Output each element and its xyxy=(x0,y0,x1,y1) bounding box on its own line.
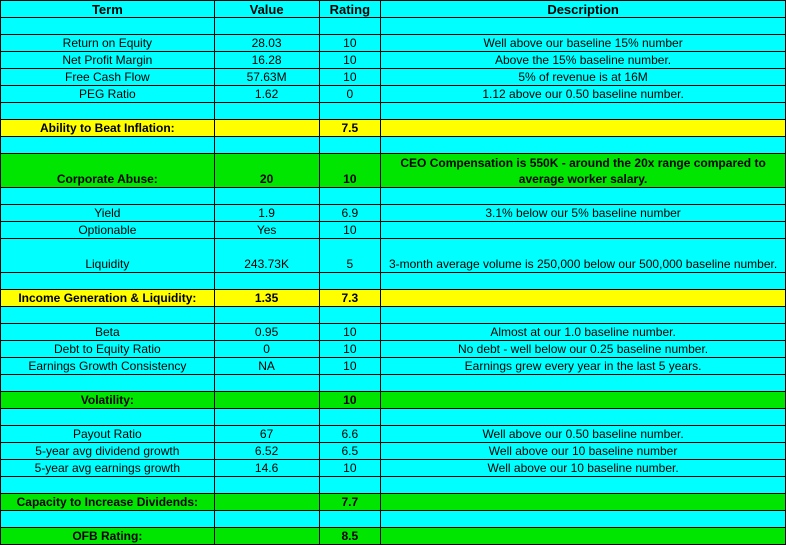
description-cell[interactable] xyxy=(381,137,786,154)
table-row xyxy=(1,460,786,477)
description-cell[interactable]: CEO Compensation is 550K - around the 20x range compared to average worker salary. xyxy=(381,154,786,188)
rating-cell[interactable] xyxy=(319,409,381,426)
value-cell[interactable]: 57.63M xyxy=(214,69,319,86)
header-row xyxy=(1,1,786,18)
term-cell[interactable]: 5-year avg earnings growth xyxy=(1,460,215,477)
term-cell[interactable]: Corporate Abuse: xyxy=(1,154,215,188)
table-row xyxy=(1,52,786,69)
description-cell[interactable] xyxy=(381,511,786,528)
rating-cell[interactable] xyxy=(319,273,381,290)
value-cell[interactable]: 1.9 xyxy=(214,205,319,222)
table-row xyxy=(1,426,786,443)
term-cell[interactable] xyxy=(1,18,215,35)
term-cell[interactable]: Volatility: xyxy=(1,392,215,409)
value-cell[interactable]: 14.6 xyxy=(214,460,319,477)
value-cell[interactable] xyxy=(214,103,319,120)
description-cell[interactable] xyxy=(381,18,786,35)
rating-cell[interactable]: 7.7 xyxy=(319,494,381,511)
summary-row xyxy=(1,290,786,307)
table-row xyxy=(1,205,786,222)
term-cell[interactable] xyxy=(1,103,215,120)
description-cell[interactable]: Well above our baseline 15% number xyxy=(381,35,786,52)
table-row xyxy=(1,375,786,392)
rating-cell[interactable]: 5 xyxy=(319,239,381,273)
description-cell[interactable]: 5% of revenue is at 16M xyxy=(381,69,786,86)
term-cell[interactable]: PEG Ratio xyxy=(1,86,215,103)
term-cell[interactable] xyxy=(1,511,215,528)
value-cell[interactable] xyxy=(214,392,319,409)
term-cell[interactable]: Free Cash Flow xyxy=(1,69,215,86)
value-cell[interactable]: Yes xyxy=(214,222,319,239)
value-cell[interactable] xyxy=(214,273,319,290)
table-row xyxy=(1,443,786,460)
header-term[interactable]: Term xyxy=(1,1,215,18)
term-cell[interactable]: Payout Ratio xyxy=(1,426,215,443)
rating-cell[interactable]: 10 xyxy=(319,392,381,409)
rating-cell[interactable]: 6.9 xyxy=(319,205,381,222)
value-cell[interactable] xyxy=(214,375,319,392)
description-cell[interactable] xyxy=(381,477,786,494)
term-cell[interactable]: Liquidity xyxy=(1,239,215,273)
table-row xyxy=(1,477,786,494)
value-cell[interactable]: 67 xyxy=(214,426,319,443)
description-cell[interactable] xyxy=(381,222,786,239)
term-cell[interactable] xyxy=(1,409,215,426)
value-cell[interactable]: 0.95 xyxy=(214,324,319,341)
rating-cell[interactable] xyxy=(319,188,381,205)
value-cell[interactable] xyxy=(214,188,319,205)
rating-cell[interactable] xyxy=(319,477,381,494)
description-cell[interactable]: Well above our 10 baseline number. xyxy=(381,460,786,477)
rating-cell[interactable] xyxy=(319,18,381,35)
value-cell[interactable] xyxy=(214,307,319,324)
summary-row xyxy=(1,120,786,137)
rating-cell[interactable]: 0 xyxy=(319,86,381,103)
term-cell[interactable]: Debt to Equity Ratio xyxy=(1,341,215,358)
table-row xyxy=(1,511,786,528)
table-row xyxy=(1,307,786,324)
rating-cell[interactable] xyxy=(319,511,381,528)
value-cell[interactable]: 6.52 xyxy=(214,443,319,460)
rating-cell[interactable]: 10 xyxy=(319,35,381,52)
table-row xyxy=(1,69,786,86)
description-cell[interactable] xyxy=(381,103,786,120)
rating-cell[interactable]: 10 xyxy=(319,341,381,358)
table-row xyxy=(1,103,786,120)
summary-row xyxy=(1,494,786,511)
description-cell[interactable]: Almost at our 1.0 baseline number. xyxy=(381,324,786,341)
rating-cell[interactable] xyxy=(319,137,381,154)
term-cell[interactable] xyxy=(1,273,215,290)
value-cell[interactable]: 20 xyxy=(214,154,319,188)
rating-cell[interactable]: 8.5 xyxy=(319,528,381,545)
table-row xyxy=(1,273,786,290)
table-row xyxy=(1,409,786,426)
rating-cell[interactable]: 7.3 xyxy=(319,290,381,307)
table-row xyxy=(1,86,786,103)
header-value[interactable]: Value xyxy=(214,1,319,18)
description-cell[interactable] xyxy=(381,273,786,290)
value-cell[interactable]: NA xyxy=(214,358,319,375)
term-cell[interactable] xyxy=(1,477,215,494)
summary-row xyxy=(1,154,786,188)
term-cell[interactable]: Earnings Growth Consistency xyxy=(1,358,215,375)
term-cell[interactable]: Income Generation & Liquidity: xyxy=(1,290,215,307)
rating-cell[interactable] xyxy=(319,375,381,392)
header-description[interactable]: Description xyxy=(381,1,786,18)
term-cell[interactable]: Beta xyxy=(1,324,215,341)
value-cell[interactable] xyxy=(214,409,319,426)
value-cell[interactable]: 243.73K xyxy=(214,239,319,273)
value-cell[interactable] xyxy=(214,477,319,494)
term-cell[interactable]: Ability to Beat Inflation: xyxy=(1,120,215,137)
description-cell[interactable] xyxy=(381,290,786,307)
description-cell[interactable] xyxy=(381,120,786,137)
value-cell[interactable] xyxy=(214,137,319,154)
table-row xyxy=(1,188,786,205)
term-cell[interactable]: Net Profit Margin xyxy=(1,52,215,69)
rating-cell[interactable]: 10 xyxy=(319,52,381,69)
description-cell[interactable] xyxy=(381,188,786,205)
table-row xyxy=(1,18,786,35)
table-row xyxy=(1,324,786,341)
term-cell[interactable]: Optionable xyxy=(1,222,215,239)
description-cell[interactable]: 3-month average volume is 250,000 below our 500,000 baseline number. xyxy=(381,239,786,273)
table-row xyxy=(1,222,786,239)
description-cell[interactable]: Well above our 0.50 baseline number. xyxy=(381,426,786,443)
value-cell[interactable] xyxy=(214,511,319,528)
value-cell[interactable]: 28.03 xyxy=(214,35,319,52)
description-cell[interactable] xyxy=(381,409,786,426)
value-cell[interactable] xyxy=(214,120,319,137)
summary-row xyxy=(1,392,786,409)
description-cell[interactable]: Above the 15% baseline number. xyxy=(381,52,786,69)
rating-cell[interactable]: 10 xyxy=(319,222,381,239)
term-cell[interactable]: 5-year avg dividend growth xyxy=(1,443,215,460)
rating-cell[interactable]: 10 xyxy=(319,69,381,86)
description-cell[interactable] xyxy=(381,307,786,324)
rating-cell[interactable]: 7.5 xyxy=(319,120,381,137)
rating-cell[interactable] xyxy=(319,103,381,120)
value-cell[interactable]: 1.62 xyxy=(214,86,319,103)
description-cell[interactable]: 3.1% below our 5% baseline number xyxy=(381,205,786,222)
rating-cell[interactable]: 10 xyxy=(319,154,381,188)
table-row xyxy=(1,358,786,375)
description-cell[interactable] xyxy=(381,494,786,511)
description-cell[interactable]: 1.12 above our 0.50 baseline number. xyxy=(381,86,786,103)
value-cell[interactable]: 0 xyxy=(214,341,319,358)
rating-cell[interactable]: 6.5 xyxy=(319,443,381,460)
term-cell[interactable] xyxy=(1,137,215,154)
description-cell[interactable]: No debt - well below our 0.25 baseline number. xyxy=(381,341,786,358)
description-cell[interactable] xyxy=(381,392,786,409)
rating-cell[interactable] xyxy=(319,307,381,324)
description-cell[interactable] xyxy=(381,375,786,392)
rating-cell[interactable]: 10 xyxy=(319,324,381,341)
table-row xyxy=(1,239,786,273)
term-cell[interactable]: Return on Equity xyxy=(1,35,215,52)
rating-cell[interactable]: 10 xyxy=(319,358,381,375)
term-cell[interactable] xyxy=(1,307,215,324)
term-cell[interactable] xyxy=(1,188,215,205)
value-cell[interactable] xyxy=(214,494,319,511)
description-cell[interactable]: Earnings grew every year in the last 5 years. xyxy=(381,358,786,375)
term-cell[interactable]: Capacity to Increase Dividends: xyxy=(1,494,215,511)
header-rating[interactable]: Rating xyxy=(319,1,381,18)
rating-cell[interactable]: 10 xyxy=(319,460,381,477)
value-cell[interactable] xyxy=(214,18,319,35)
table-row xyxy=(1,137,786,154)
table-row xyxy=(1,341,786,358)
rating-cell[interactable]: 6.6 xyxy=(319,426,381,443)
table-row xyxy=(1,35,786,52)
term-cell[interactable] xyxy=(1,375,215,392)
value-cell[interactable]: 16.28 xyxy=(214,52,319,69)
term-cell[interactable]: OFB Rating: xyxy=(1,528,215,545)
description-cell[interactable]: Well above our 10 baseline number xyxy=(381,443,786,460)
term-cell[interactable]: Yield xyxy=(1,205,215,222)
value-cell[interactable]: 1.35 xyxy=(214,290,319,307)
